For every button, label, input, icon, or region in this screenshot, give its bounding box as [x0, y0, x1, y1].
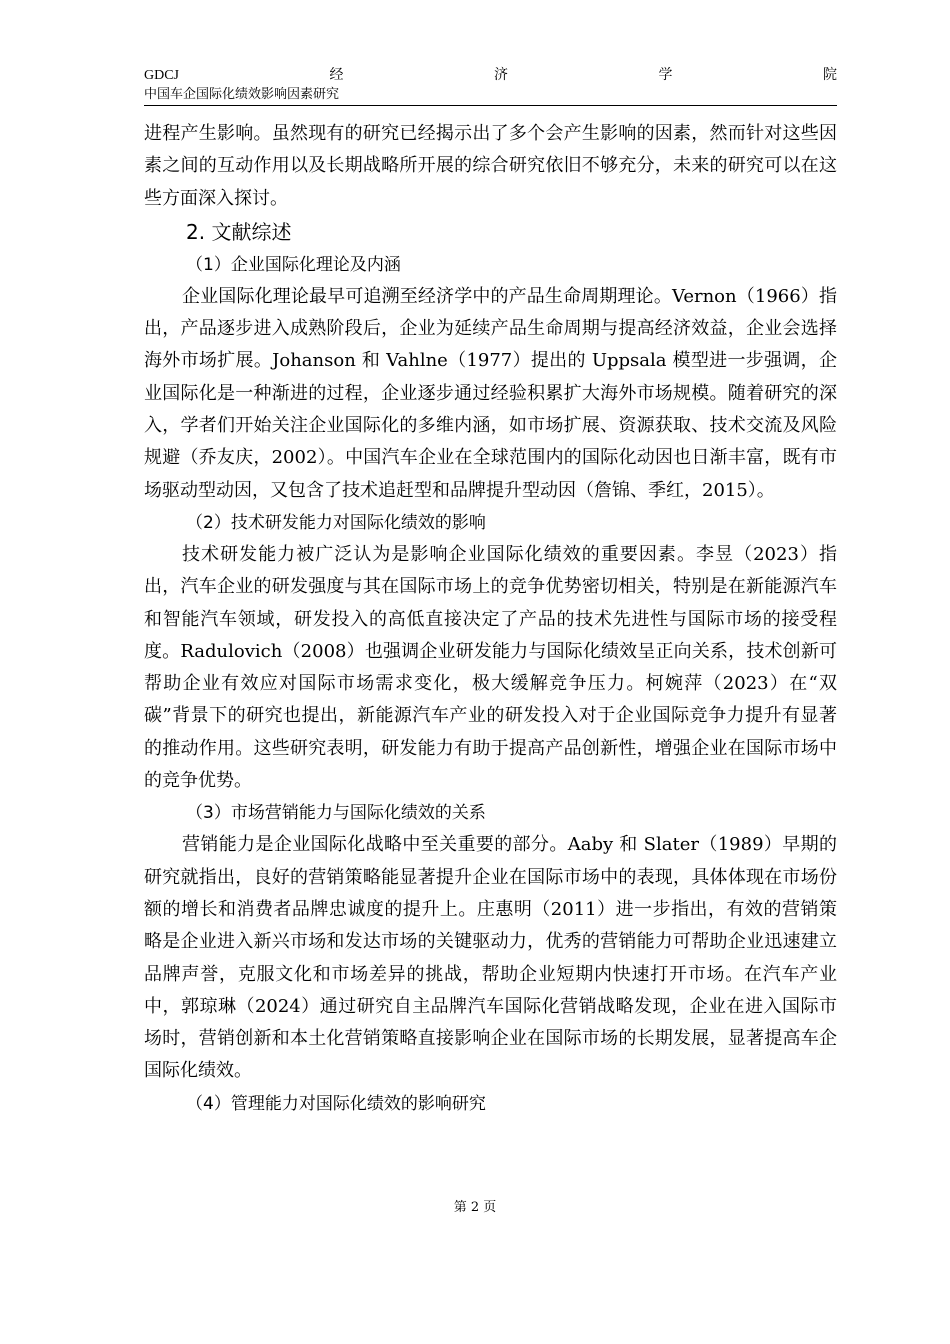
- page-header: [144, 66, 837, 106]
- subsection-title: （4）管理能力对国际化绩效的影响研究: [186, 1093, 486, 1114]
- intro-paragraph: 进程产生影响。虽然现有的研究已经揭示出了多个会产生影响的因素，然而针对这些因素之间的互动作用以及长期战略所开展的综合研究依旧不够充分，未来的研究可以在这些方面深入探讨。: [144, 123, 837, 209]
- header-rule: [144, 105, 837, 106]
- subsection-title: （3）市场营销能力与国际化绩效的关系: [186, 803, 486, 824]
- body-paragraph: 营销能力是企业国际化战略中至关重要的部分。Aaby 和 Slater（1989）早期的研究就指出，良好的营销策略能显著提升企业在国际市场中的表现，具体体现在市场份额的增长和消费者品牌忠诚度的提升上。庄惠明（2011）进一步指出，有效的营销策略是企业进入新兴市场和发达市场的关键驱动力，优秀的营销能力可帮助企业迅速建立品牌声誉，克服文化和市场差异的挑战，帮助企业短期内快速打开市场。在汽车产业中，郭琼琳（2024）通过研究自主品牌汽车国际化营销战略发现，企业在进入国际市场时，营销创新和本土化营销策略直接影响企业在国际市场的长期发展，显著提高车企国际化绩效。: [144, 834, 837, 1082]
- body-paragraph: 企业国际化理论最早可追溯至经济学中的产品生命周期理论。Vernon（1966）指出，产品逐步进入成熟阶段后，企业为延续产品生命周期与提高经济效益，企业会选择海外市场扩展。Johanson 和 Vahlne（1977）提出的 Uppsala 模型进一步强调，企业国际化是一种渐进的过程，企业逐步通过经验积累扩大海外市场规模。随着研究的深入，学者们开始关注企业国际化的多维内涵，如市场扩展、资源获取、技术交流及风险规避（乔友庆，2002）。中国汽车企业在全球范围内的国际化动因也日渐丰富，既有市场驱动型动因，又包含了技术追赶型和品牌提升型动因（詹锦、季红，2015）。: [144, 285, 837, 501]
- section-title: 2. 文献综述: [186, 219, 292, 244]
- header-school-char: 济: [493, 68, 508, 83]
- page-body: [144, 118, 837, 1120]
- header-code: GDCJ: [144, 68, 180, 83]
- page-number: 第 2 页: [453, 1200, 497, 1215]
- header-subtitle: 中国车企国际化绩效影响因素研究: [144, 87, 340, 102]
- body-paragraph: 技术研发能力被广泛认为是影响企业国际化绩效的重要因素。李昱（2023）指出，汽车企业的研发强度与其在国际市场上的竞争优势密切相关，特别是在新能源汽车和智能汽车领域，研发投入的高低直接决定了产品的技术先进性与国际市场的接受程度。Radulovich（2008）也强调企业研发能力与国际化绩效呈正向关系，技术创新可帮助企业有效应对国际市场需求变化，极大缓解竞争压力。柯婉萍（2023）在“双碳”背景下的研究也提出，新能源汽车产业的研发投入对于企业国际竞争力提升有显著的推动作用。这些研究表明，研发能力有助于提高产品创新性，增强企业在国际市场中的竞争优势。: [144, 543, 837, 792]
- header-row: [144, 66, 837, 86]
- subsection-title: （1）企业国际化理论及内涵: [186, 254, 401, 275]
- subsection-title: （2）技术研发能力对国际化绩效的影响: [186, 512, 486, 533]
- header-school-char: 经: [329, 68, 344, 83]
- header-school-char: 院: [822, 68, 837, 83]
- header-school-char: 学: [658, 68, 673, 83]
